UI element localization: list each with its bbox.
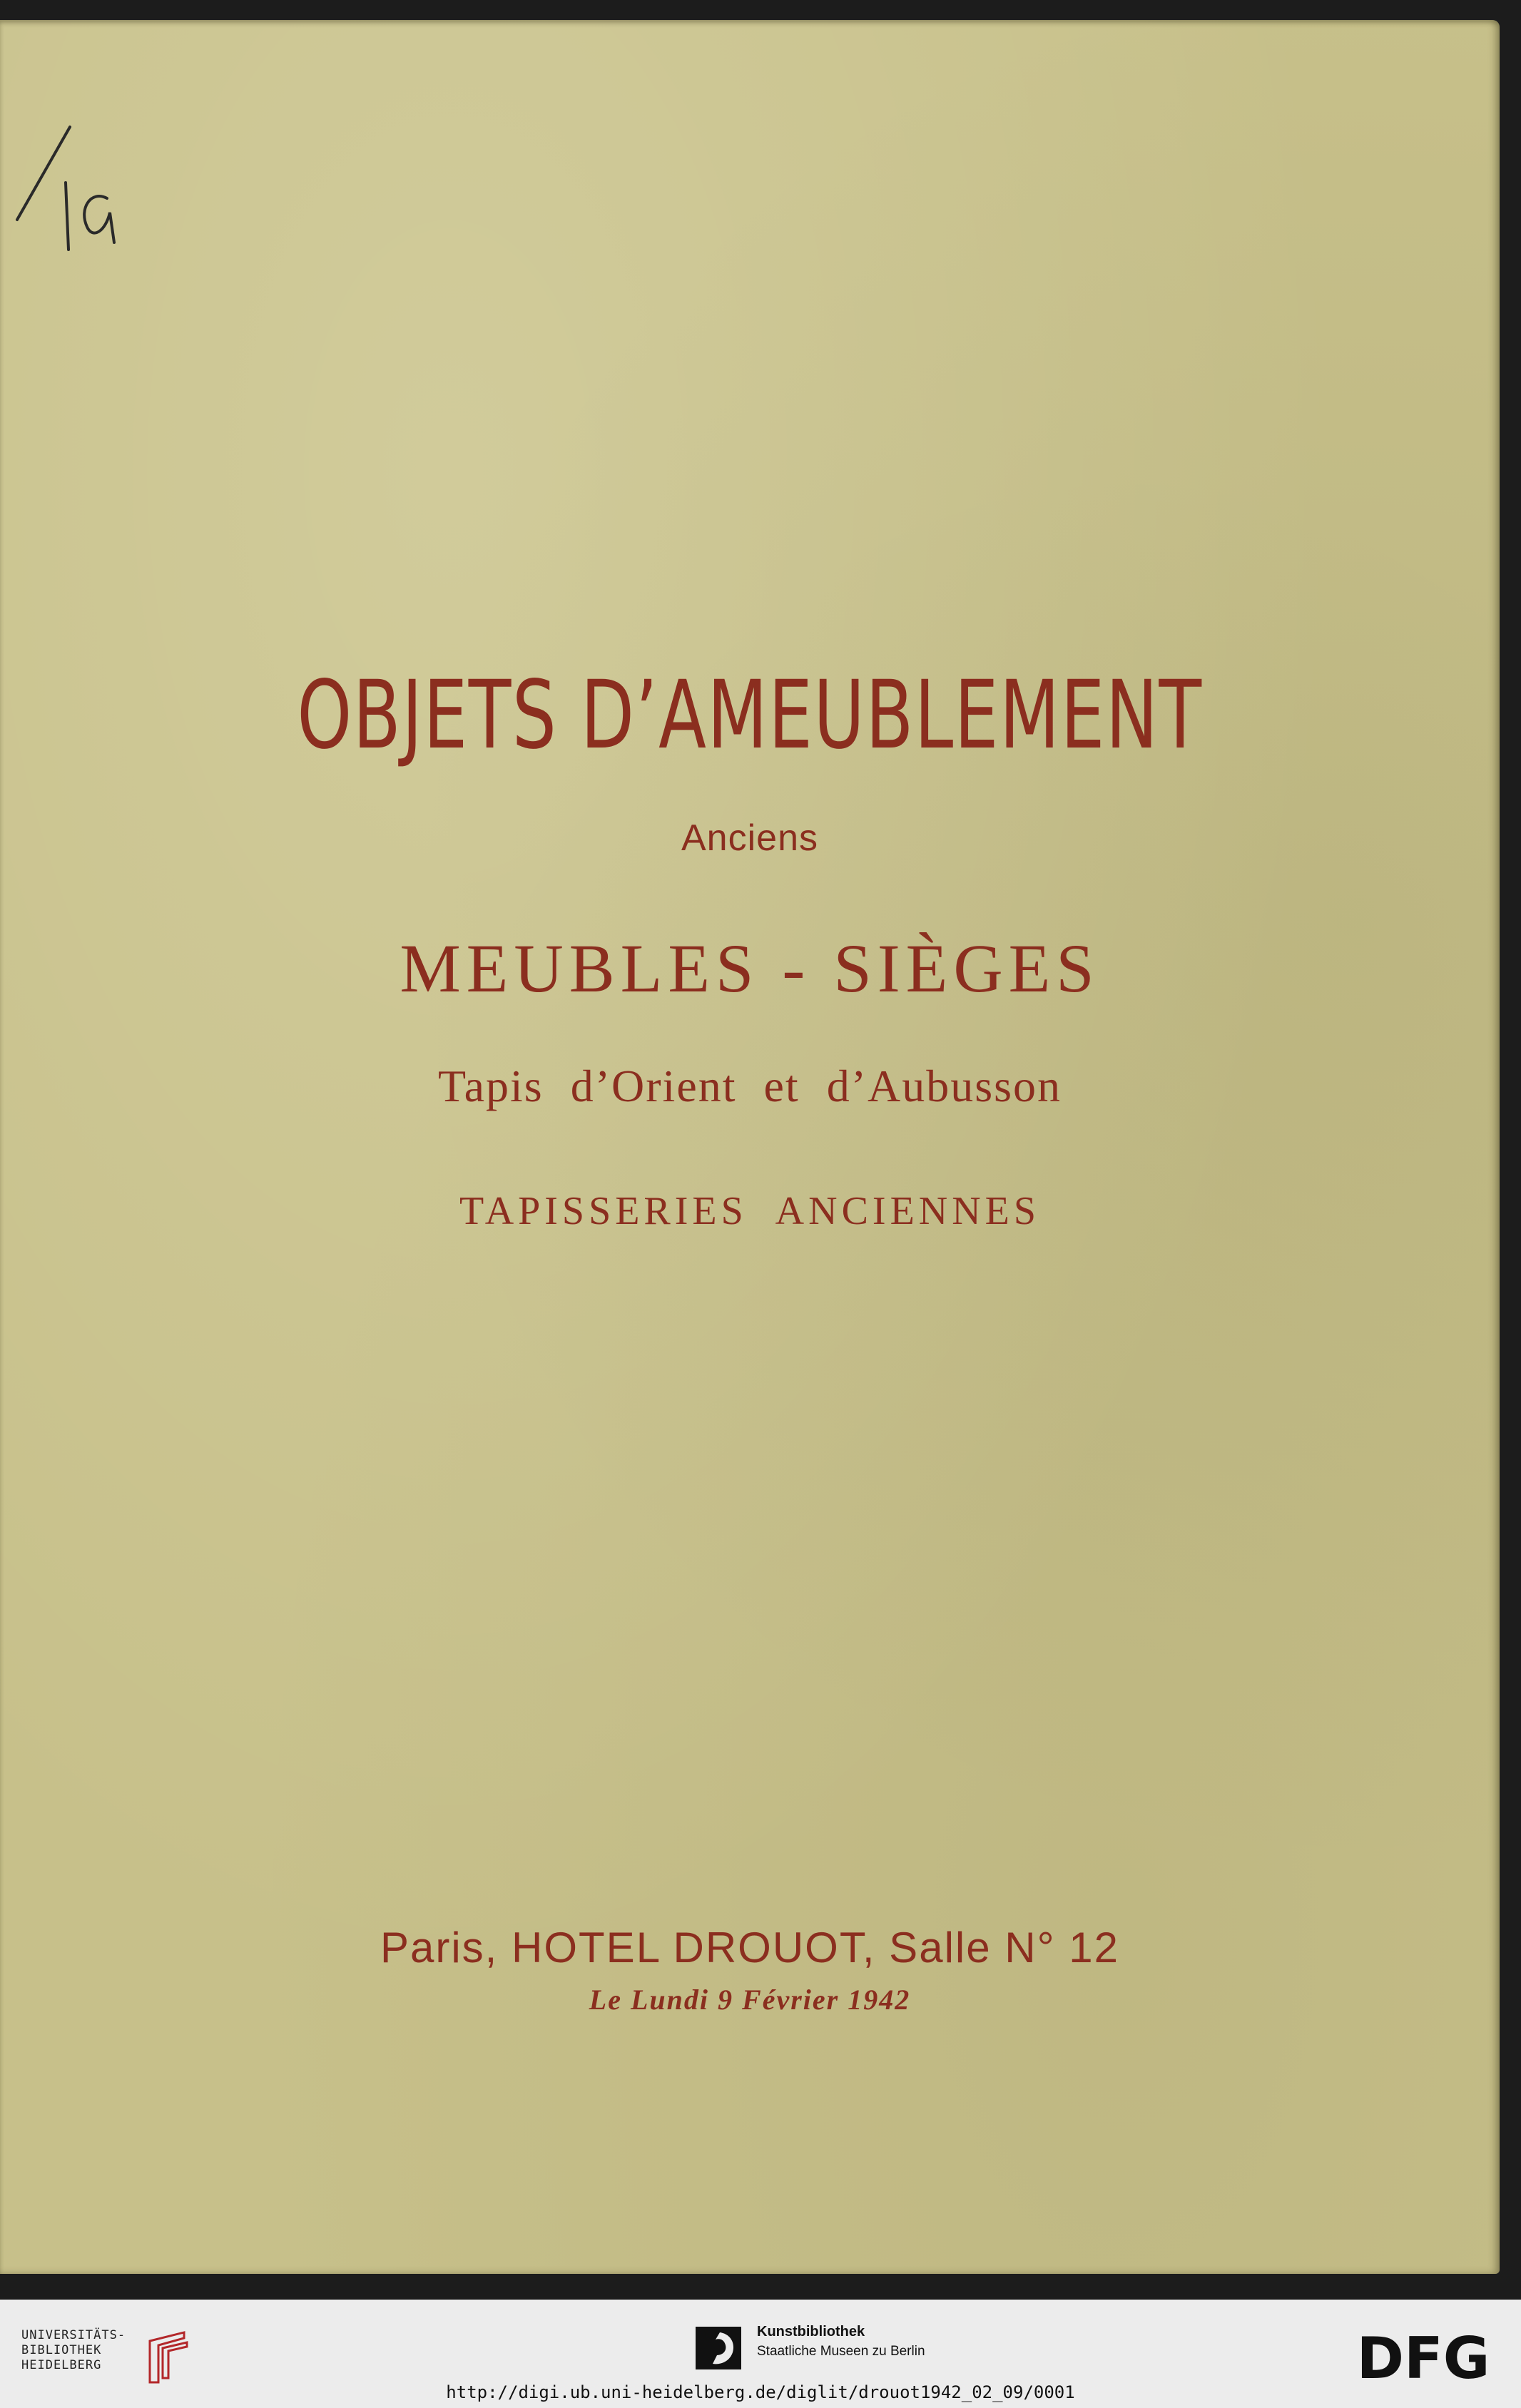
catalogue-cover [0,20,1500,2274]
dfg-logo[interactable] [1348,2330,1498,2387]
line-tapisseries: TAPISSERIES ANCIENNES [459,1189,1041,1233]
digitization-footer [0,2300,1521,2408]
permalink-url[interactable]: http://digi.ub.uni-heidelberg.de/diglit/drouot1942_02_09/0001 [446,2382,1075,2402]
line-tapis: Tapis d’Orient et d’Aubusson [437,1061,1062,1111]
ub-heidelberg-logo-icon [143,2328,193,2385]
catalogue-title: OBJETS D’AMEUBLEMENT [297,660,1203,770]
dfg-text: DFG [1356,2330,1490,2387]
sale-venue: Paris, HOTEL DROUOT, Salle N° 12 [380,1924,1119,1971]
kunstbibliothek-logo[interactable] [696,2321,981,2371]
handwritten-pencil-mark [7,120,136,262]
kunstbibliothek-name: Kunstbibliothek [757,2324,865,2340]
sale-date: Le Lundi 9 Février 1942 [589,1984,911,2016]
ub-heidelberg-logo[interactable] [21,2328,193,2385]
kunstbibliothek-logo-icon [696,2327,741,2369]
catalogue-subtitle: Anciens [681,817,818,859]
section-heading-meubles: MEUBLES - SIÈGES [400,930,1100,1006]
ub-heidelberg-text: UNIVERSITÄTS- BIBLIOTHEK HEIDELBERG [21,2328,126,2372]
kunstbibliothek-subtitle: Staatliche Museen zu Berlin [757,2344,925,2359]
